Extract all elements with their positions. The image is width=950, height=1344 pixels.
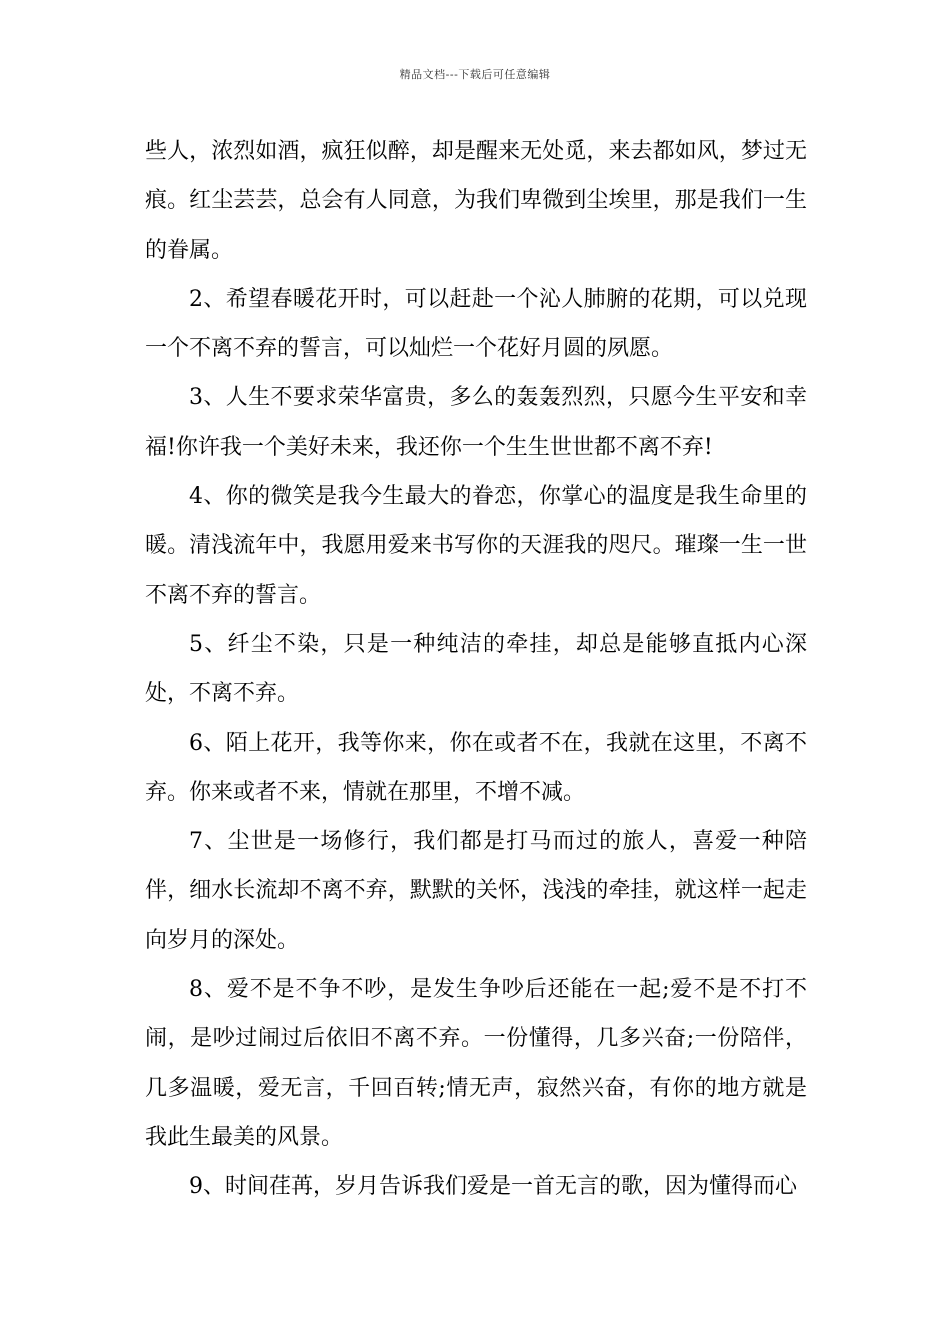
paragraph-2: 2、希望春暖花开时，可以赶赴一个沁人肺腑的花期，可以兑现一个不离不弃的誓言，可以灿烂一个花好月圆的夙愿。 bbox=[145, 286, 807, 362]
paragraph-8: 8、爱不是不争不吵，是发生争吵后还能在一起;爱不是不打不闹，是吵过闹过后依旧不离不弃。一份懂得，几多兴奋;一份陪伴，几多温暖，爱无言，千回百转;情无声，寂然兴奋，有你的地方就是我此生最美的风景。 bbox=[145, 977, 807, 1150]
paragraph-continuation: 些人，浓烈如酒，疯狂似醉，却是醒来无处觅，来去都如风，梦过无痕。红尘芸芸，总会有人同意，为我们卑微到尘埃里，那是我们一生的眷属。 bbox=[145, 139, 807, 263]
paragraph-3: 3、人生不要求荣华富贵，多么的轰轰烈烈，只愿今生平安和幸福!你许我一个美好未来，我还你一个生生世世都不离不弃! bbox=[145, 385, 807, 460]
document-body bbox=[145, 127, 807, 1212]
paragraph-9: 9、时间荏苒，岁月告诉我们爱是一首无言的歌，因为懂得而心 bbox=[189, 1174, 797, 1200]
paragraph-5: 5、纤尘不染，只是一种纯洁的牵挂，却总是能够直抵内心深处，不离不弃。 bbox=[145, 631, 807, 707]
paragraph-7: 7、尘世是一场修行，我们都是打马而过的旅人，喜爱一种陪伴，细水长流却不离不弃，默默的关怀，浅浅的牵挂，就这样一起走向岁月的深处。 bbox=[145, 829, 807, 953]
page-header: 精品文档---下载后可任意编辑 bbox=[399, 68, 551, 81]
paragraph-6: 6、陌上花开，我等你来，你在或者不在，我就在这里，不离不弃。你来或者不来，情就在那里，不增不减。 bbox=[145, 730, 807, 805]
paragraph-4: 4、你的微笑是我今生最大的眷恋，你掌心的温度是我生命里的暖。清浅流年中，我愿用爱来书写你的天涯我的咫尺。璀璨一生一世不离不弃的誓言。 bbox=[145, 484, 807, 608]
